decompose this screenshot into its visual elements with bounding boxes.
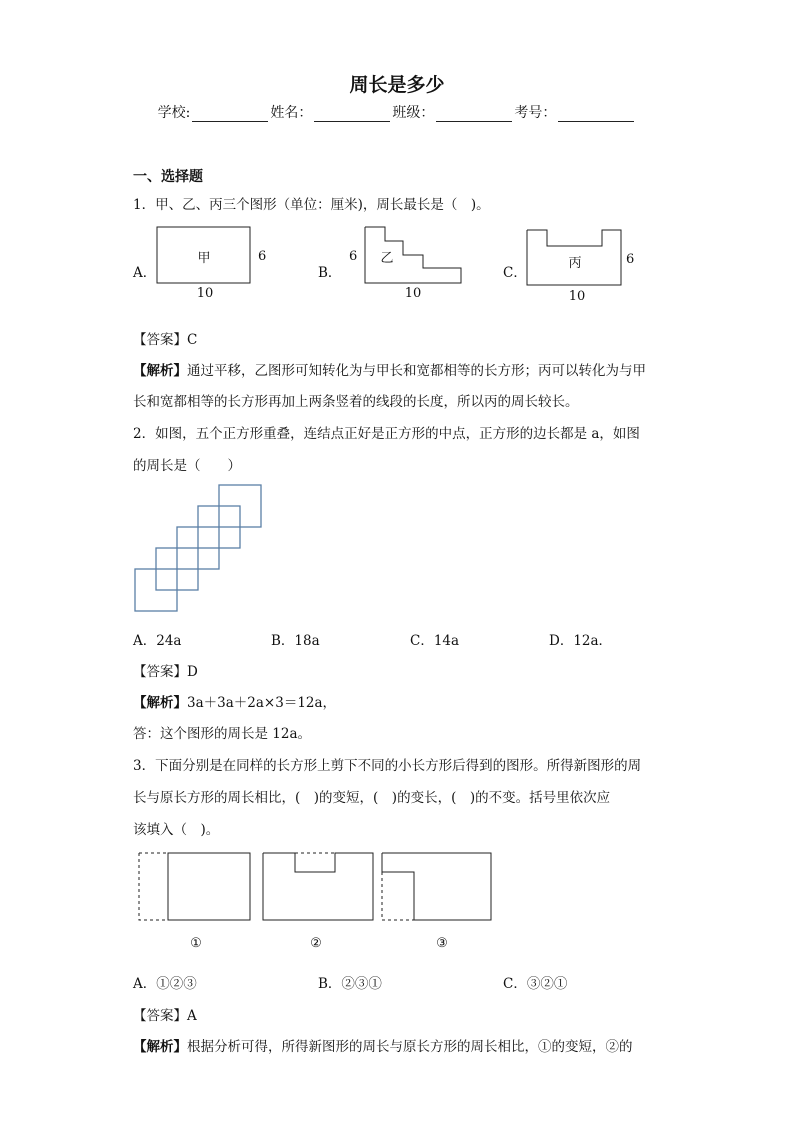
q1-option-a: A．	[133, 265, 157, 281]
q3-option-c: C．③②①	[503, 976, 568, 992]
school-blank	[192, 107, 268, 122]
q2-answer: 【答案】D	[133, 664, 198, 680]
fig3-shape	[382, 853, 491, 920]
q3-stem-line2: 长与原长方形的周长相比，( )的变短，( )的变长，( )的不变。括号里依次应	[133, 790, 611, 806]
figure-b-stairs	[365, 227, 461, 283]
q1-option-c: C．	[503, 265, 527, 281]
q2-analysis-line2: 答：这个图形的周长是 12a。	[133, 726, 312, 742]
analysis-text: 通过平移，乙图形可知转化为与甲长和宽都相等的长方形；丙可以转化为与甲	[187, 363, 646, 379]
fig3-dashed	[382, 872, 414, 920]
analysis-text: 根据分析可得，所得新图形的周长与原长方形的周长相比，①的变短，②的	[187, 1039, 633, 1055]
figure-a-width: 10	[196, 286, 214, 301]
fig1-rect	[168, 853, 250, 920]
figure-c-width: 10	[568, 289, 586, 304]
q2-option-c: C．14a	[410, 633, 460, 649]
name-blank	[314, 107, 390, 122]
figure-a-label: 甲	[197, 251, 211, 266]
q1-figure-c	[520, 222, 650, 307]
analysis-tag: 【解析】	[133, 363, 187, 379]
fig-label-2: ②	[310, 936, 322, 951]
fig-label-3: ③	[436, 936, 448, 951]
q2-overlapping-squares-figure	[130, 480, 270, 620]
q3-figures	[130, 845, 510, 955]
q2-option-a: A．24a	[133, 633, 182, 649]
class-blank	[436, 107, 512, 122]
id-label: 考号：	[514, 105, 557, 121]
q3-answer: 【答案】A	[133, 1008, 197, 1024]
figure-b-width: 10	[404, 286, 422, 301]
q1-figure-b	[345, 220, 475, 305]
figure-a-height: 6	[258, 249, 267, 264]
analysis-text: 3a＋3a＋2a×3＝12a，	[187, 695, 337, 711]
q2-option-b: B．18a	[271, 633, 320, 649]
q1-stem: 1．甲、乙、丙三个图形（单位：厘米)，周长最长是（ )。	[133, 197, 490, 213]
q3-stem-line3: 该填入（ )。	[133, 822, 220, 838]
page-title: 周长是多少	[349, 74, 445, 96]
name-label: 姓名：	[270, 105, 313, 121]
analysis-tag: 【解析】	[133, 1039, 187, 1055]
analysis-tag: 【解析】	[133, 695, 187, 711]
q1-analysis-line2: 长和宽都相等的长方形再加上两条竖着的线段的长度，所以丙的周长较长。	[133, 394, 579, 410]
school-label: 学校:	[157, 105, 191, 121]
id-blank	[558, 107, 634, 122]
q3-option-b: B．②③①	[318, 976, 382, 992]
fig-label-1: ①	[190, 936, 202, 951]
q3-stem-line1: 3．下面分别是在同样的长方形上剪下不同的小长方形后得到的图形。所得新图形的周	[133, 758, 642, 774]
fig1-dashed-side	[139, 853, 168, 920]
class-label: 班级：	[392, 105, 435, 121]
student-info-line	[0, 102, 794, 122]
q1-answer: 【答案】C	[133, 332, 198, 348]
q2-stem-line2: 的周长是（ ）	[133, 458, 241, 474]
q1-analysis-line1	[133, 359, 646, 379]
q2-option-d: D．12a．	[549, 633, 613, 649]
q3-analysis-line1	[133, 1035, 633, 1055]
q1-figure-a	[150, 220, 280, 305]
figure-c-height: 6	[626, 252, 635, 267]
q1-option-b: B．	[318, 265, 342, 281]
figure-b-label: 乙	[380, 251, 394, 266]
figure-c-label: 丙	[568, 256, 582, 271]
q2-analysis-line1	[133, 691, 336, 711]
figure-b-height: 6	[349, 249, 358, 264]
q3-option-a: A．①②③	[133, 976, 197, 992]
fig2-shape	[263, 853, 373, 920]
section-heading: 一、选择题	[133, 169, 203, 185]
q2-stem-line1: 2．如图，五个正方形重叠，连结点正好是正方形的中点，正方形的边长都是 a，如图	[133, 426, 640, 442]
